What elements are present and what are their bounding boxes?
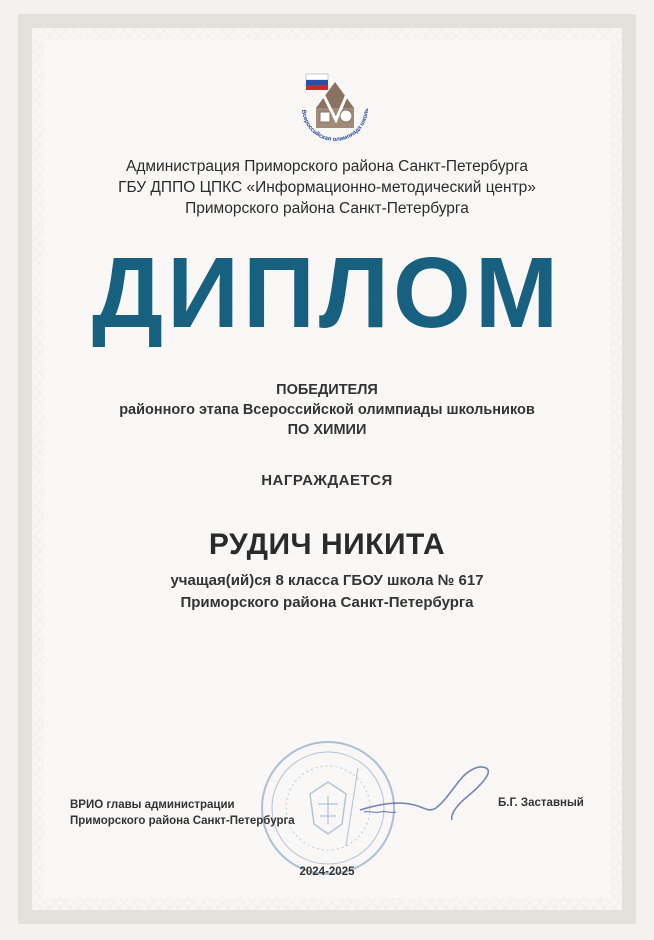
organization-header xyxy=(0,156,654,219)
signer-name: Б.Г. Заставный xyxy=(498,797,584,809)
awarded-label: НАГРАЖДАЕТСЯ xyxy=(261,472,393,489)
winner-line: ПО ХИМИИ xyxy=(287,422,367,438)
winner-text xyxy=(0,380,654,440)
logo-ring-text: Всероссийская олимпиада школь xyxy=(300,107,371,144)
signer-line: ВРИО главы администрации xyxy=(70,799,235,811)
organization-line: ГБУ ДППО ЦПКС «Информационно-методический центр» xyxy=(118,179,536,196)
winner-line: районного этапа Всероссийской олимпиады школьников xyxy=(119,402,535,418)
signer-title xyxy=(70,797,295,829)
academic-year: 2024-2025 xyxy=(299,866,355,878)
student-info xyxy=(0,570,654,614)
signature-icon xyxy=(340,760,510,830)
student-line: учащая(ий)ся 8 класса ГБОУ школа № 617 xyxy=(170,572,484,589)
organization-line: Приморского района Санкт-Петербурга xyxy=(185,200,469,217)
recipient-name: РУДИЧ НИКИТА xyxy=(208,528,446,561)
olympiad-logo-icon xyxy=(292,68,378,150)
organization-line: Администрация Приморского района Санкт-Петербурга xyxy=(126,158,528,175)
winner-line: ПОБЕДИТЕЛЯ xyxy=(276,382,378,398)
signer-line: Приморского района Санкт-Петербурга xyxy=(70,815,295,827)
diploma-title: ДИПЛОМ xyxy=(91,237,563,349)
student-line: Приморского района Санкт-Петербурга xyxy=(180,594,474,611)
